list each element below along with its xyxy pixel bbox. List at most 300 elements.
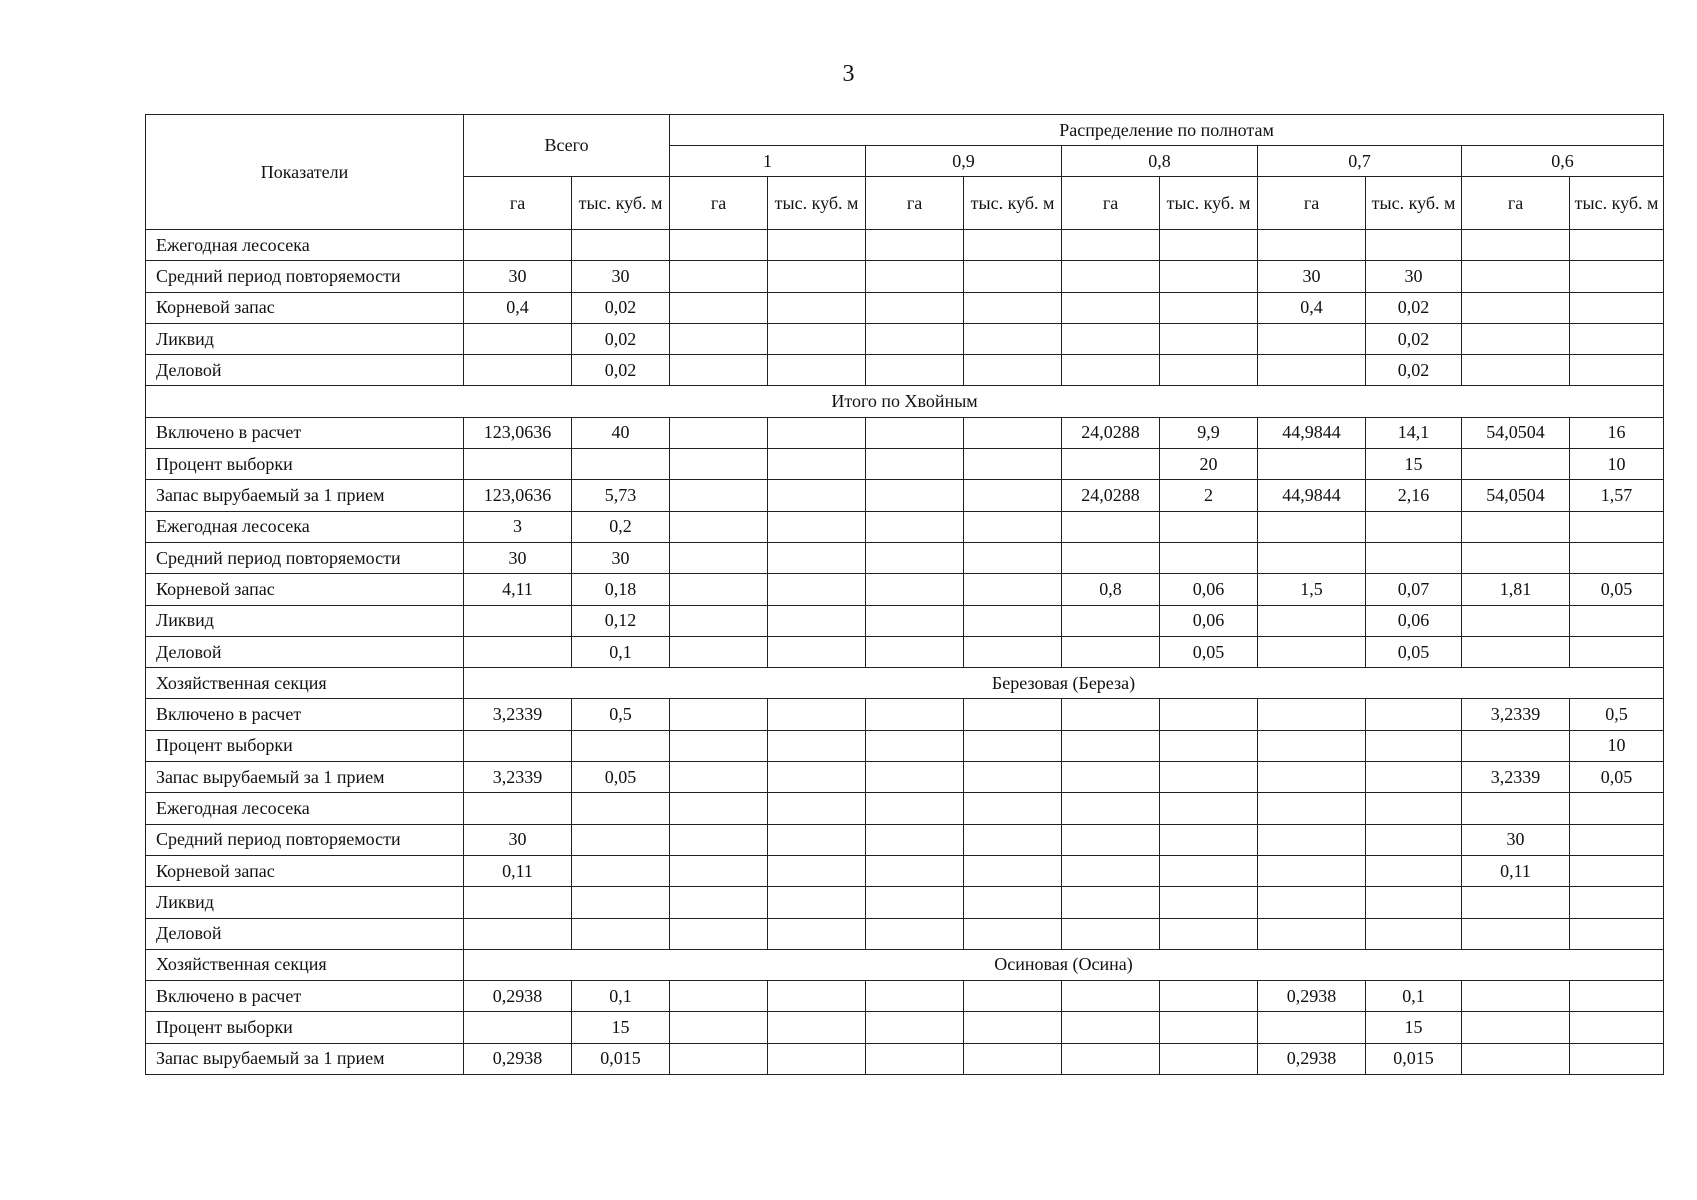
table-cell: 0,02 [1366, 323, 1462, 354]
table-row [146, 417, 1664, 448]
table-cell [768, 417, 866, 448]
table-cell [866, 762, 964, 793]
table-row [146, 1043, 1664, 1074]
table-cell [572, 887, 670, 918]
table-cell [1570, 1043, 1664, 1074]
table-cell [866, 511, 964, 542]
row-label: Средний период повторяемости [146, 261, 464, 292]
table-row [146, 668, 1664, 699]
table-cell: 0,05 [1570, 574, 1664, 605]
table-cell [866, 730, 964, 761]
table-cell: 0,2938 [464, 981, 572, 1012]
table-row [146, 887, 1664, 918]
table-cell [464, 449, 572, 480]
table-cell [1160, 855, 1258, 886]
table-cell: 15 [572, 1012, 670, 1043]
table-cell [1462, 292, 1570, 323]
table-cell [768, 605, 866, 636]
table-cell [670, 355, 768, 386]
table-cell: 30 [464, 542, 572, 573]
table-cell [670, 887, 768, 918]
table-cell: 3,2339 [464, 762, 572, 793]
header-unit-volume: тыс. куб. м [768, 177, 866, 230]
table-cell: 10 [1570, 449, 1664, 480]
table-cell [866, 887, 964, 918]
table-cell [572, 824, 670, 855]
table-cell [1160, 323, 1258, 354]
header-unit-volume: тыс. куб. м [1366, 177, 1462, 230]
table-cell [1160, 699, 1258, 730]
table-cell [768, 824, 866, 855]
row-label: Средний период повторяемости [146, 824, 464, 855]
table-row [146, 386, 1664, 417]
table-cell [964, 824, 1062, 855]
table-cell [1366, 824, 1462, 855]
row-label: Корневой запас [146, 855, 464, 886]
table-cell [1160, 511, 1258, 542]
table-cell: 0,05 [1570, 762, 1664, 793]
table-cell [1160, 762, 1258, 793]
header-unit-area: га [866, 177, 964, 230]
table-cell [1366, 230, 1462, 261]
row-label: Процент выборки [146, 730, 464, 761]
table-cell: 1,57 [1570, 480, 1664, 511]
table-row [146, 636, 1664, 667]
table-cell [964, 480, 1062, 511]
table-cell [572, 449, 670, 480]
table-cell: 24,0288 [1062, 480, 1160, 511]
table-cell [1570, 230, 1664, 261]
table-cell [768, 355, 866, 386]
table-cell [964, 605, 1062, 636]
table-cell [1160, 355, 1258, 386]
table-cell: 0,06 [1366, 605, 1462, 636]
table-cell [768, 261, 866, 292]
table-cell: 16 [1570, 417, 1664, 448]
table-cell [768, 887, 866, 918]
table-cell: 3,2339 [1462, 699, 1570, 730]
table-cell: 15 [1366, 449, 1462, 480]
table-cell [1258, 636, 1366, 667]
row-label: Ликвид [146, 887, 464, 918]
table-cell: 0,12 [572, 605, 670, 636]
table-cell [964, 699, 1062, 730]
table-cell [1366, 793, 1462, 824]
table-cell: 2 [1160, 480, 1258, 511]
table-cell [866, 480, 964, 511]
table-cell [670, 981, 768, 1012]
table-row [146, 981, 1664, 1012]
table-cell [572, 855, 670, 886]
table-cell [866, 699, 964, 730]
table-cell: 0,05 [572, 762, 670, 793]
header-density: 1 [670, 146, 866, 177]
table-cell [1462, 230, 1570, 261]
table-cell [464, 918, 572, 949]
table-row [146, 949, 1664, 980]
table-cell: 0,11 [464, 855, 572, 886]
table-cell: 0,18 [572, 574, 670, 605]
table-cell [464, 636, 572, 667]
table-body [146, 230, 1664, 1075]
table-cell: 10 [1570, 730, 1664, 761]
table-cell: 0,2938 [1258, 1043, 1366, 1074]
table-row [146, 323, 1664, 354]
table-cell [1570, 261, 1664, 292]
table-cell [670, 636, 768, 667]
table-cell [670, 855, 768, 886]
table-cell [670, 574, 768, 605]
table-cell [1462, 605, 1570, 636]
table-cell [964, 981, 1062, 1012]
table-cell [866, 323, 964, 354]
table-cell: 0,4 [464, 292, 572, 323]
table-cell: 0,06 [1160, 574, 1258, 605]
row-label: Процент выборки [146, 449, 464, 480]
table-cell [572, 918, 670, 949]
table-cell [1570, 824, 1664, 855]
table-cell [866, 605, 964, 636]
table-cell [1062, 730, 1160, 761]
table-row [146, 1012, 1664, 1043]
table-cell [964, 417, 1062, 448]
table-cell [768, 981, 866, 1012]
table-cell: 0,06 [1160, 605, 1258, 636]
table-row [146, 793, 1664, 824]
header-density: 0,7 [1258, 146, 1462, 177]
table-cell: 3,2339 [1462, 762, 1570, 793]
table-cell [1062, 355, 1160, 386]
table-cell [1258, 511, 1366, 542]
table-cell [866, 261, 964, 292]
table-cell [1062, 762, 1160, 793]
table-row [146, 574, 1664, 605]
table-cell [1366, 855, 1462, 886]
table-cell: 30 [1258, 261, 1366, 292]
table-cell [670, 261, 768, 292]
header-indicators: Показатели [146, 115, 464, 230]
header-unit-volume: тыс. куб. м [964, 177, 1062, 230]
table-cell [1366, 699, 1462, 730]
table-cell [1258, 699, 1366, 730]
table-cell [866, 636, 964, 667]
table-cell [866, 1043, 964, 1074]
table-cell [1062, 887, 1160, 918]
table-row [146, 511, 1664, 542]
page-number: 3 [842, 61, 855, 87]
table-cell [1062, 918, 1160, 949]
header-total: Всего [464, 115, 670, 177]
table-cell [964, 918, 1062, 949]
table-cell: 0,02 [572, 323, 670, 354]
table-cell [964, 292, 1062, 323]
table-cell: 0,05 [1366, 636, 1462, 667]
table-cell [866, 417, 964, 448]
table-cell [670, 793, 768, 824]
table-cell: 0,1 [1366, 981, 1462, 1012]
row-label: Процент выборки [146, 1012, 464, 1043]
table-cell [768, 1012, 866, 1043]
table-cell: 54,0504 [1462, 417, 1570, 448]
table-cell [1366, 542, 1462, 573]
table-cell [670, 292, 768, 323]
table-cell [464, 730, 572, 761]
table-cell [1160, 730, 1258, 761]
table-cell [964, 355, 1062, 386]
table-cell [1462, 323, 1570, 354]
table-cell: 3,2339 [464, 699, 572, 730]
table-cell [1160, 261, 1258, 292]
header-density: 0,6 [1462, 146, 1664, 177]
table-cell [964, 636, 1062, 667]
table-cell [964, 855, 1062, 886]
table-cell [1258, 230, 1366, 261]
table-cell [1062, 449, 1160, 480]
table-cell: 123,0636 [464, 480, 572, 511]
table-cell: 0,5 [572, 699, 670, 730]
table-cell: 30 [464, 261, 572, 292]
table-cell: 30 [1366, 261, 1462, 292]
table-cell [670, 699, 768, 730]
table-cell [1062, 1012, 1160, 1043]
table-row [146, 292, 1664, 323]
table-cell: 0,5 [1570, 699, 1664, 730]
table-cell [1062, 323, 1160, 354]
table-row [146, 230, 1664, 261]
table-cell [768, 292, 866, 323]
table-cell [1570, 323, 1664, 354]
table-cell: 5,73 [572, 480, 670, 511]
table-cell [1570, 511, 1664, 542]
table-cell [866, 793, 964, 824]
table-cell [866, 574, 964, 605]
table-cell [1062, 511, 1160, 542]
table-cell: 24,0288 [1062, 417, 1160, 448]
header-unit-area: га [670, 177, 768, 230]
header-density: 0,9 [866, 146, 1062, 177]
table-row [146, 542, 1664, 573]
table-cell [1462, 511, 1570, 542]
table-cell [1258, 824, 1366, 855]
table-cell [1366, 511, 1462, 542]
table-cell [964, 542, 1062, 573]
table-cell: 0,02 [1366, 355, 1462, 386]
row-label: Хозяйственная секция [146, 668, 464, 699]
table-cell [464, 793, 572, 824]
table-cell [1062, 855, 1160, 886]
table-cell [1258, 355, 1366, 386]
header-distribution: Распределение по полнотам [670, 115, 1664, 146]
table-cell [1462, 261, 1570, 292]
table-cell [1062, 230, 1160, 261]
table-cell [964, 449, 1062, 480]
table-cell [964, 323, 1062, 354]
table-cell: 4,11 [464, 574, 572, 605]
table-cell [1160, 292, 1258, 323]
table-row [146, 918, 1664, 949]
table-cell [670, 1012, 768, 1043]
table-cell [670, 542, 768, 573]
table-cell [1366, 918, 1462, 949]
table-cell [572, 730, 670, 761]
table-cell [1062, 793, 1160, 824]
table-cell [1570, 542, 1664, 573]
table-cell: 0,2 [572, 511, 670, 542]
table-cell [1062, 981, 1160, 1012]
table-cell: 1,81 [1462, 574, 1570, 605]
table-cell [1462, 918, 1570, 949]
table-cell [1570, 793, 1664, 824]
row-label: Запас вырубаемый за 1 прием [146, 1043, 464, 1074]
table-cell [464, 605, 572, 636]
table-cell [670, 511, 768, 542]
header-unit-volume: тыс. куб. м [1160, 177, 1258, 230]
table-cell [1160, 887, 1258, 918]
table-cell [768, 449, 866, 480]
table-cell [866, 855, 964, 886]
table-cell [1160, 1012, 1258, 1043]
table-cell [1062, 261, 1160, 292]
table-cell [768, 230, 866, 261]
table-cell [1258, 793, 1366, 824]
row-label: Ликвид [146, 605, 464, 636]
table-cell: 30 [572, 542, 670, 573]
table-cell [768, 855, 866, 886]
row-label: Ежегодная лесосека [146, 511, 464, 542]
table-cell [1160, 1043, 1258, 1074]
table-cell: 0,015 [1366, 1043, 1462, 1074]
table-cell [768, 918, 866, 949]
row-label: Ежегодная лесосека [146, 793, 464, 824]
table-cell [964, 511, 1062, 542]
header-unit-area: га [1062, 177, 1160, 230]
table-cell [964, 762, 1062, 793]
table-cell [866, 230, 964, 261]
row-label: Корневой запас [146, 292, 464, 323]
table-row [146, 449, 1664, 480]
table-cell [866, 1012, 964, 1043]
table-cell [768, 730, 866, 761]
table-cell: 30 [464, 824, 572, 855]
table-cell [1258, 605, 1366, 636]
table-cell [1160, 918, 1258, 949]
row-label: Деловой [146, 918, 464, 949]
table-cell [1570, 1012, 1664, 1043]
table-cell [964, 1012, 1062, 1043]
table-row [146, 730, 1664, 761]
table-row [146, 355, 1664, 386]
table-cell [1570, 605, 1664, 636]
row-label: Деловой [146, 636, 464, 667]
table-cell [1570, 636, 1664, 667]
table-row [146, 699, 1664, 730]
table-cell [1462, 636, 1570, 667]
table-cell: 0,015 [572, 1043, 670, 1074]
table-cell [670, 323, 768, 354]
table-cell [1258, 323, 1366, 354]
table-cell [670, 1043, 768, 1074]
table-cell [964, 574, 1062, 605]
table-cell: 123,0636 [464, 417, 572, 448]
table-cell [1570, 918, 1664, 949]
table-cell [670, 417, 768, 448]
table-cell: 1,5 [1258, 574, 1366, 605]
table-cell: 0,2938 [464, 1043, 572, 1074]
row-label: Деловой [146, 355, 464, 386]
table-cell [964, 1043, 1062, 1074]
row-label: Средний период повторяемости [146, 542, 464, 573]
table-cell [866, 292, 964, 323]
table-cell [1462, 1043, 1570, 1074]
table-row [146, 605, 1664, 636]
table-cell [1258, 449, 1366, 480]
table-cell: 0,02 [572, 355, 670, 386]
table-cell [1258, 762, 1366, 793]
table-cell [670, 480, 768, 511]
table-cell: 0,02 [572, 292, 670, 323]
table-cell [1062, 1043, 1160, 1074]
table-cell [1160, 230, 1258, 261]
forest-distribution-table [145, 114, 1664, 1075]
table-cell [1570, 355, 1664, 386]
table-cell [1258, 918, 1366, 949]
table-cell [1570, 855, 1664, 886]
row-label: Включено в расчет [146, 981, 464, 1012]
table-cell [1258, 730, 1366, 761]
table-cell: 0,02 [1366, 292, 1462, 323]
table-cell: 0,07 [1366, 574, 1462, 605]
table-row [146, 855, 1664, 886]
table-cell [866, 449, 964, 480]
table-cell [1462, 1012, 1570, 1043]
table-cell [670, 449, 768, 480]
table-cell: 0,11 [1462, 855, 1570, 886]
header-unit-volume: тыс. куб. м [1570, 177, 1664, 230]
table-cell [964, 261, 1062, 292]
table-cell [1160, 981, 1258, 1012]
table-cell: 9,9 [1160, 417, 1258, 448]
table-cell [1062, 636, 1160, 667]
table-row [146, 480, 1664, 511]
table-cell [1258, 855, 1366, 886]
table-cell: 15 [1366, 1012, 1462, 1043]
header-unit-area: га [1258, 177, 1366, 230]
row-label: Корневой запас [146, 574, 464, 605]
section-title: Березовая (Береза) [464, 668, 1664, 699]
header-density: 0,8 [1062, 146, 1258, 177]
row-label: Запас вырубаемый за 1 прием [146, 480, 464, 511]
table-header [146, 115, 1664, 230]
table-cell [964, 730, 1062, 761]
table-cell [1462, 793, 1570, 824]
header-unit-area: га [464, 177, 572, 230]
row-label: Включено в расчет [146, 699, 464, 730]
table-cell: 30 [572, 261, 670, 292]
table-cell [866, 355, 964, 386]
table-cell: 0,4 [1258, 292, 1366, 323]
table-cell [1462, 981, 1570, 1012]
table-cell [1462, 449, 1570, 480]
table-cell [768, 1043, 866, 1074]
table-cell [1570, 981, 1664, 1012]
table-cell [1160, 542, 1258, 573]
table-cell: 0,05 [1160, 636, 1258, 667]
table-cell [1062, 824, 1160, 855]
table-cell: 14,1 [1366, 417, 1462, 448]
table-cell [1062, 699, 1160, 730]
header-unit-area: га [1462, 177, 1570, 230]
table-cell [1570, 887, 1664, 918]
